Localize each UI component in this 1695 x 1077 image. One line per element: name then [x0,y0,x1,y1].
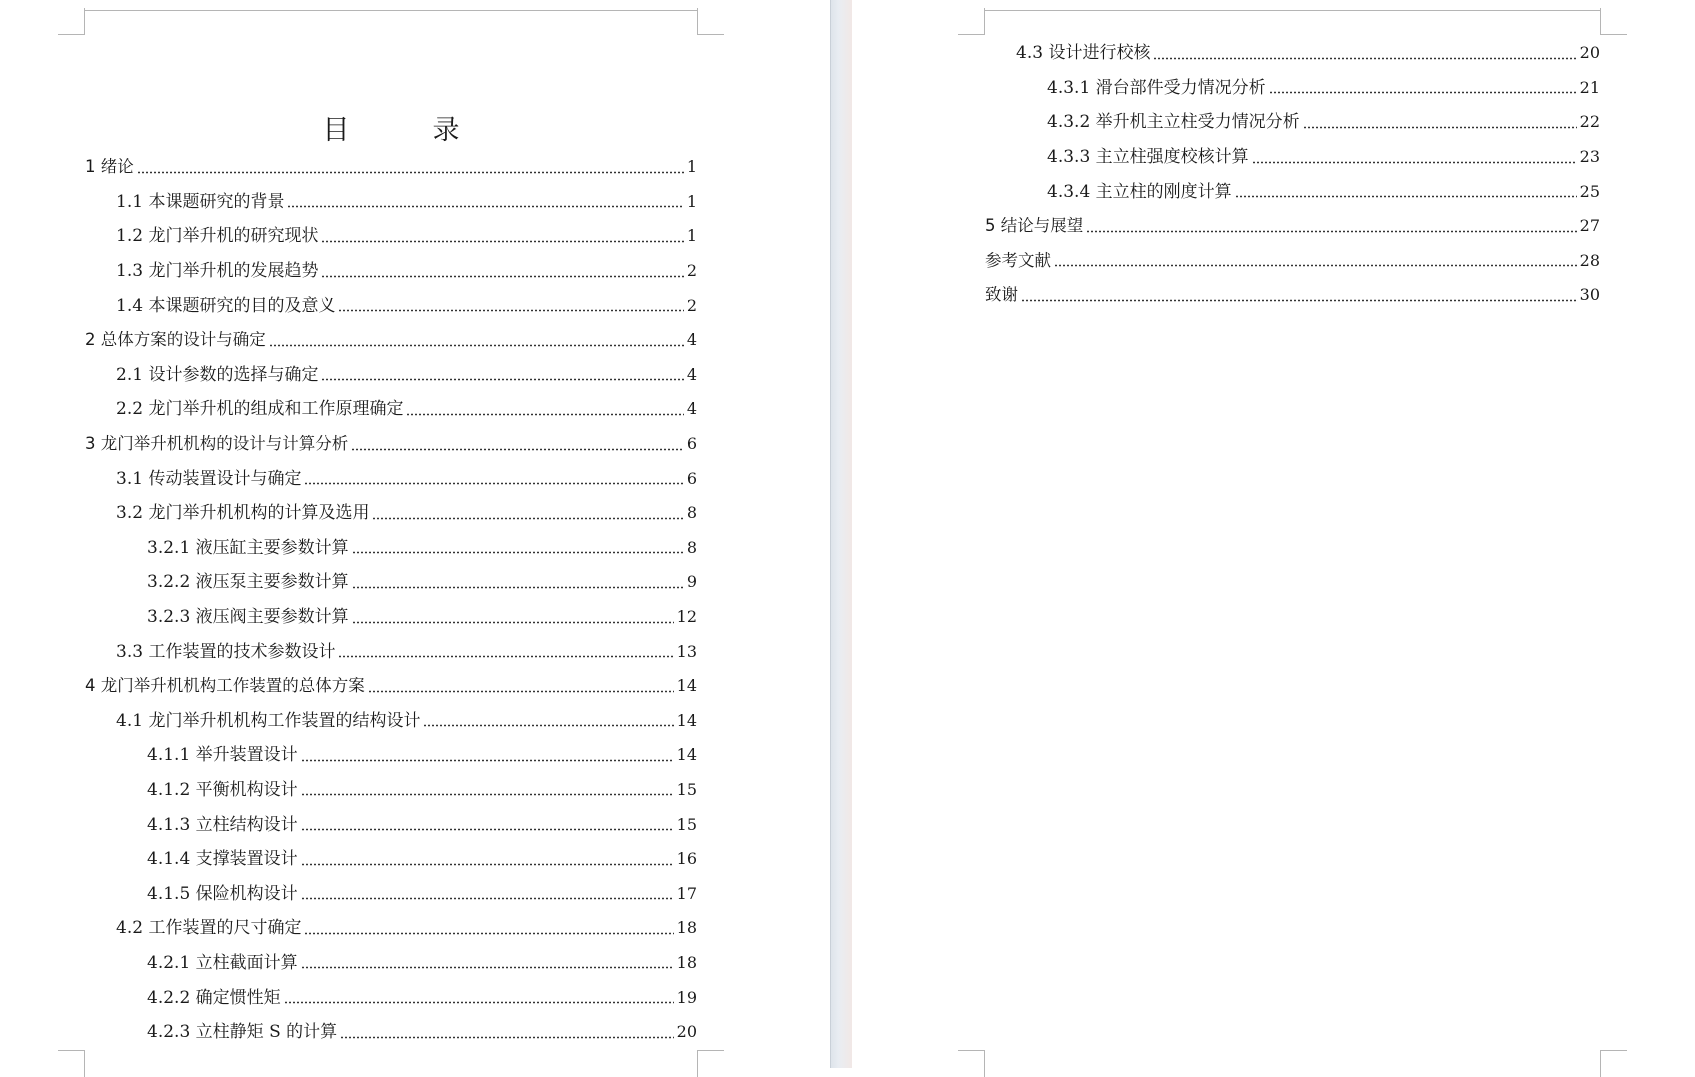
toc-entry-title: 参考文献 [985,250,1051,270]
toc-entry-title: 3.2 龙门举升机机构的计算及选用 [116,503,370,524]
margin-corner-bottom-right-right-page [1600,1050,1627,1077]
toc-dot-leader [301,897,674,900]
toc-dot-leader [301,863,674,866]
toc-entry-title: 3.2.3 液压阀主要参数计算 [147,607,349,628]
toc-entry[interactable] [85,773,697,808]
toc-page-number: 14 [676,745,697,765]
toc-page-number: 4 [686,364,697,384]
toc-entry-title: 4.1.2 平衡机构设计 [147,779,298,800]
toc-dot-leader [301,793,674,796]
toc-dot-leader [137,171,684,174]
margin-corner-top-left-right-page [958,8,985,35]
header-line-left [84,10,697,11]
toc-dot-leader [423,724,673,727]
toc-dot-leader [372,517,683,520]
toc-dot-leader [321,275,683,278]
toc-entry-title: 1.4 本课题研究的目的及意义 [116,295,336,316]
toc-page-number: 9 [686,572,697,592]
toc-page-number: 8 [686,503,697,523]
toc-entry-title: 4.1.5 保险机构设计 [147,883,298,904]
toc-page-number: 17 [676,883,697,903]
toc-entry-title: 4.1.3 立柱结构设计 [147,814,298,835]
toc-dot-leader [1269,91,1577,94]
toc-entry-title: 4.1.1 举升装置设计 [147,745,298,766]
toc-entry-title: 1.3 龙门举升机的发展趋势 [116,261,319,282]
toc-page-number: 20 [676,1022,697,1042]
toc-page-number: 27 [1579,216,1600,236]
toc-entry[interactable] [85,531,697,566]
toc-page-number: 4 [686,330,697,350]
toc-dot-leader [351,448,684,451]
toc-entry-title: 3.2.2 液压泵主要参数计算 [147,572,349,593]
toc-title: 目 录 [322,115,488,146]
toc-entry-title: 4.2 工作装置的尺寸确定 [116,918,302,939]
toc-page-number: 12 [676,607,697,627]
toc-entry[interactable] [85,185,697,220]
toc-entry-title: 4.1 龙门举升机机构工作装置的结构设计 [116,710,421,731]
toc-page-number: 25 [1579,181,1600,201]
toc-entry-title: 4.3.3 主立柱强度校核计算 [1047,147,1249,168]
toc-entry-title: 4.3.2 举升机主立柱受力情况分析 [1047,112,1300,133]
toc-entry[interactable] [85,669,697,704]
toc-dot-leader [301,759,674,762]
toc-dot-leader [406,413,683,416]
toc-entry[interactable] [985,71,1600,106]
toc-entry[interactable] [85,946,697,981]
toc-page-number: 15 [676,814,697,834]
toc-page-number: 30 [1579,285,1600,305]
toc-entry-title: 2.2 龙门举升机的组成和工作原理确定 [116,399,404,420]
toc-entry-title: 4 龙门举升机机构工作装置的总体方案 [85,676,365,696]
toc-entry-title: 1 绪论 [85,157,134,177]
toc-page-number: 18 [676,918,697,938]
toc-entry[interactable] [85,634,697,669]
toc-entry-title: 2 总体方案的设计与确定 [85,330,266,350]
toc-dot-leader [284,1001,674,1004]
toc-entry[interactable] [85,1015,697,1050]
toc-entry[interactable] [85,496,697,531]
toc-page-number: 2 [686,261,697,281]
toc-entry-title: 4.3 设计进行校核 [1016,43,1151,64]
toc-page-number: 4 [686,399,697,419]
toc-entry[interactable] [85,219,697,254]
toc-page-number: 1 [686,157,697,177]
toc-entry-title: 1.1 本课题研究的背景 [116,191,285,212]
toc-dot-leader [352,551,684,554]
toc-entry[interactable] [85,254,697,289]
toc-entry[interactable] [85,738,697,773]
toc-entry[interactable] [85,842,697,877]
toc-dot-leader [1086,230,1576,233]
toc-entry[interactable] [85,807,697,842]
toc-entry[interactable] [85,427,697,462]
toc-entry-title: 3.3 工作装置的技术参数设计 [116,641,336,662]
toc-page-number: 1 [686,191,697,211]
toc-dot-leader [301,966,674,969]
toc-page-number: 14 [676,676,697,696]
toc-entry[interactable] [985,36,1600,71]
toc-entry[interactable] [985,244,1600,279]
toc-entry-title: 4.3.1 滑台部件受力情况分析 [1047,77,1266,98]
toc-page-number: 6 [686,434,697,454]
page-gutter [830,0,852,1068]
toc-entry[interactable] [985,140,1600,175]
toc-entry[interactable] [85,704,697,739]
toc-page-number: 2 [686,295,697,315]
toc-entry[interactable] [85,980,697,1015]
toc-entry-title: 3.1 传动装置设计与确定 [116,468,302,489]
toc-dot-leader [338,309,683,312]
toc-dot-leader [1021,299,1577,302]
toc-entry[interactable] [85,461,697,496]
toc-dot-leader [304,482,683,485]
toc-entry-title: 4.2.2 确定惯性矩 [147,987,281,1008]
toc-page-number: 6 [686,468,697,488]
toc-dot-leader [338,655,673,658]
toc-entry[interactable] [85,600,697,635]
toc-dot-leader [321,378,683,381]
margin-corner-top-left [58,8,85,35]
toc-entry-title: 5 结论与展望 [985,216,1084,236]
toc-dot-leader [368,690,674,693]
toc-page-number: 1 [686,226,697,246]
toc-entry[interactable] [85,150,697,185]
toc-dot-leader [352,586,684,589]
toc-dot-leader [269,344,684,347]
toc-entry-title: 1.2 龙门举升机的研究现状 [116,226,319,247]
toc-dot-leader [1054,264,1577,267]
toc-dot-leader [1235,195,1577,198]
toc-page-number: 28 [1579,250,1600,270]
toc-page-number: 22 [1579,112,1600,132]
toc-dot-leader [287,205,683,208]
toc-entry-title: 2.1 设计参数的选择与确定 [116,364,319,385]
toc-entry[interactable] [85,392,697,427]
toc-entry[interactable] [85,876,697,911]
toc-entry-title: 4.3.4 主立柱的刚度计算 [1047,181,1232,202]
toc-list-right [985,36,1600,313]
toc-page-number: 23 [1579,147,1600,167]
toc-entry[interactable] [985,105,1600,140]
toc-entry[interactable] [85,911,697,946]
toc-page-number: 20 [1579,43,1600,63]
margin-corner-top-right [697,8,724,35]
toc-entry-title: 4.1.4 支撑装置设计 [147,849,298,870]
toc-list-left [85,150,697,1049]
margin-corner-bottom-right [697,1050,724,1077]
toc-page-number: 13 [676,641,697,661]
margin-corner-bottom-left-right-page [958,1050,985,1077]
toc-entry[interactable] [985,174,1600,209]
margin-corner-bottom-left [58,1050,85,1077]
toc-dot-leader [301,828,674,831]
toc-page-number: 18 [676,952,697,972]
toc-entry[interactable] [85,565,697,600]
margin-corner-top-right-right-page [1600,8,1627,35]
toc-page-number: 19 [676,987,697,1007]
toc-entry-title: 3 龙门举升机机构的设计与计算分析 [85,434,349,454]
toc-page-number: 8 [686,537,697,557]
toc-dot-leader [340,1036,674,1039]
toc-page-number: 15 [676,779,697,799]
toc-dot-leader [352,621,674,624]
toc-entry[interactable] [85,288,697,323]
toc-entry[interactable] [985,278,1600,313]
gutter-edge [830,0,831,1068]
header-line-right [984,10,1600,11]
toc-entry-title: 4.2.1 立柱截面计算 [147,952,298,973]
toc-entry[interactable] [85,358,697,393]
toc-entry[interactable] [985,209,1600,244]
toc-entry-title: 3.2.1 液压缸主要参数计算 [147,537,349,558]
toc-page-number: 14 [676,710,697,730]
toc-entry[interactable] [85,323,697,358]
toc-dot-leader [304,932,673,935]
toc-page-number: 21 [1579,77,1600,97]
toc-entry-title: 4.2.3 立柱静矩 S 的计算 [147,1022,338,1043]
toc-dot-leader [1153,57,1576,60]
toc-dot-leader [1303,126,1577,129]
toc-dot-leader [1252,161,1577,164]
toc-entry-title: 致谢 [985,285,1018,305]
toc-page-number: 16 [676,849,697,869]
toc-dot-leader [321,240,683,243]
